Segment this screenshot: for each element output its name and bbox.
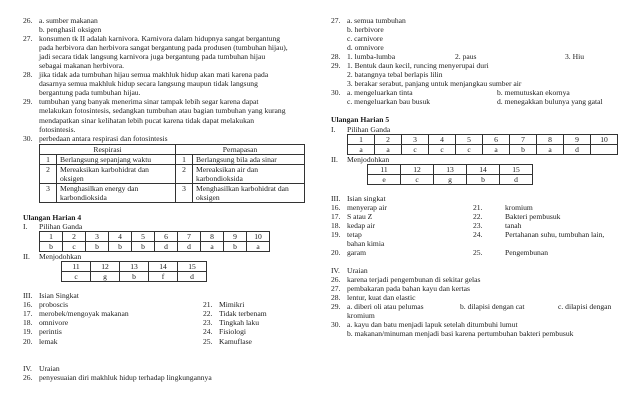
right-column: [331, 16, 623, 339]
item-30: 30. a. mengeluarkan tinta b. memutuskan ekornya c. mengeluarkan bau busuk d. menegakkan bulunya yang gatal: [331, 88, 603, 107]
short-answer-list: 16. menyerap air 21. kromium 17. S atau Z 22. Bakteri pembusuk 18. kedap air 23. tanah 19. tetap 24. Pertahanan suhu, tumbuhan lain, bahan kimia 20. garam 25. Pengembunan: [331, 202, 605, 258]
section-label: II. Menjodohkan: [331, 154, 390, 164]
short-answer-list: 16. proboscis 21. Mimikri 17. merobek/mengoyak makanan 22. Tidak terbenam 18. omnivore 23. Tingkah laku 19. perintis 24. Fisiologi 20. lemak 25. Kamuflase: [23, 300, 267, 346]
table-row: b c b b b d d a b a: [40, 242, 270, 252]
section-label: I. Pilihan Ganda: [23, 221, 83, 231]
answer-key-table: [39, 231, 270, 252]
matching-key-table: [61, 261, 207, 282]
section-label: IV. Uraian: [23, 363, 60, 373]
matching-key-table: [367, 164, 533, 185]
item-28: 28. 1. lumba-lumba 2. paus 3. Hiu: [331, 52, 584, 62]
section-label: II. Menjodohkan: [23, 252, 82, 262]
item-27: 27. a. semua tumbuhan b. herbivore c. carnivore d. omnivore: [331, 16, 406, 53]
table-header: Pernapasan: [176, 144, 305, 154]
item-30: 30. perbedaan antara respirasi dan fotosintesis: [23, 133, 168, 143]
list-item: 28. lentur, kuat dan elastic: [331, 293, 416, 303]
table-row: 11 12 13 14 15: [368, 164, 533, 174]
item-29: 29. 1. Bentuk daun kecil, runcing menyerupai duri 2. batangnya tebal berlapis lilin 3. berakar serabut, panjang untuk menjangkau sumber air: [331, 61, 522, 89]
comparison-table: [39, 144, 305, 203]
list-item: 29. a. diberi oli atau pelumas b. dilapisi dengan cat c. dilapisi dengan kromium: [331, 302, 612, 321]
table-row: 1 Berlangsung sepanjang waktu 1 Berlangsung bila ada sinar: [40, 154, 305, 164]
left-column: [23, 16, 306, 382]
item-27: 27. konsumen tk II adalah karnivora. Karnivora dalam hidupnya sangat bergantung pada herbivora dan herbivora sangat bergantung pada produsen (tumbuhan hijau), jadi secara tidak langsung karnivora juga bergantung pada tumbuhan hijau sebagai makanan herbivora.: [23, 34, 288, 71]
section-label: IV. Uraian: [331, 266, 368, 276]
table-row: 1 2 3 4 5 6 7 8 9 10: [348, 134, 618, 144]
table-row: 3 Menghasilkan energy dan karbondioksida 3 Menghasilkan karbohidrat dan oksigen: [40, 183, 305, 202]
table-row: a a c c c a b a d: [348, 144, 618, 154]
table-row: e c g b d: [368, 174, 533, 184]
table-row: 11 12 13 14 15: [62, 262, 207, 272]
table-row: c g b f d: [62, 272, 207, 282]
table-header-row: [40, 144, 305, 154]
section-label: I. Pilihan Ganda: [331, 124, 391, 134]
section-label: III. Isian singkat: [331, 193, 386, 203]
table-row: 1 2 3 4 5 6 7 8 9 10: [40, 232, 270, 242]
item-28: 28. jika tidak ada tumbuhan hijau semua makhluk hidup akan mati karena pada dasarnya semua makhluk hidup secara langsung maupun tidak langsung bergantung pada tumbuhan hijau.: [23, 70, 269, 98]
table-row: 2 Mereaksikan karbohidrat dan oksigen 2 Mereaksikan air dan karbondioksida: [40, 164, 305, 183]
section-title: Ulangan Harian 5: [331, 115, 390, 125]
list-item: 26. karena terjadi pengembunan di sekitar gelas: [331, 275, 481, 285]
list-item: 30. a. kayu dan batu menjadi lapuk setelah ditumbuhi lumut b. makanan/minuman menjadi basi karena pertumbuhan bakteri pembusuk: [331, 320, 574, 339]
section-label: III. Isian Singkat: [23, 291, 79, 301]
list-item: 27. pembakaran pada bahan kayu dan kertas: [331, 284, 470, 294]
table-header: Respirasi: [40, 144, 176, 154]
item-26: 26. a. sumber makanan b. penghasil oksigen: [23, 16, 102, 35]
list-item: 26. penyesuaian diri makhluk hidup terhadap lingkungannya: [23, 372, 212, 382]
item-29: 29. tumbuhan yang banyak menerima sinar tampak lebih segar karena dapat melakukan fotosintesis, sedangkan tumbuhan atau bagian tumbuhan yang kurang mendapatkan sinar kelihatan lebih pucat karena tidak dapat melakukan fotosintesis.: [23, 97, 286, 134]
answer-key-table: [347, 134, 618, 155]
section-title: Ulangan Harian 4: [23, 212, 82, 222]
